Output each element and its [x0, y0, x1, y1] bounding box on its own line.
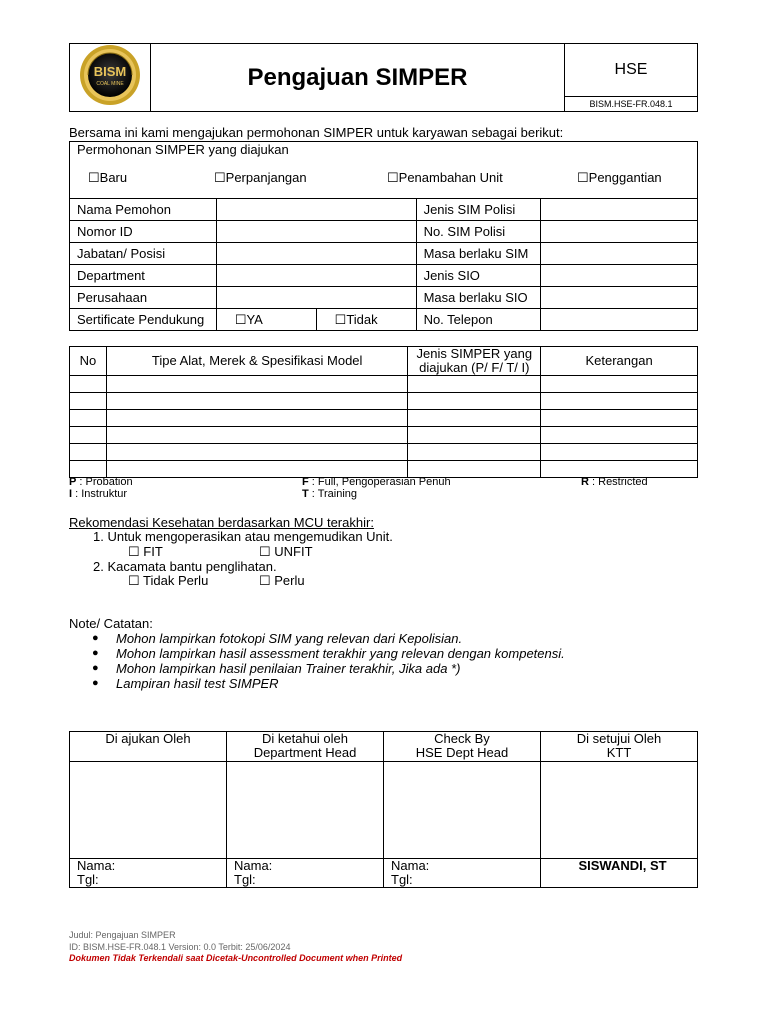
- table-row: [70, 444, 698, 461]
- label-jabatan: Jabatan/ Posisi: [70, 243, 217, 265]
- input-jabatan[interactable]: [216, 243, 416, 265]
- checkbox-tidak-perlu[interactable]: ☐ Tidak Perlu: [128, 573, 209, 588]
- legend-t: T : Training: [302, 488, 358, 500]
- legend-p: P : Probation: [69, 476, 133, 488]
- checkbox-cert-tidak[interactable]: ☐Tidak: [316, 309, 416, 331]
- document-code: BISM.HSE-FR.048.1: [565, 97, 698, 112]
- table-row: [70, 427, 698, 444]
- document-header: [69, 43, 698, 112]
- recommendation-item-1: 1. Untuk mengoperasikan atau mengemudikan Unit.: [93, 529, 393, 544]
- note-item-1: Mohon lampirkan fotokopi SIM yang relevan dari Kepolisian.: [116, 631, 463, 646]
- recommendation-item-2: 2. Kacamata bantu penglihatan.: [93, 559, 277, 574]
- signature-table: [69, 731, 698, 888]
- equip-header-no: No: [70, 347, 107, 376]
- signature-box-check-by[interactable]: [384, 762, 541, 859]
- input-department[interactable]: [216, 265, 416, 287]
- logo-subtext: COAL MINE: [96, 81, 124, 87]
- legend-f: F : Full, Pengoperasian Penuh: [302, 476, 451, 488]
- document-title: Pengajuan SIMPER: [151, 44, 565, 112]
- label-sertificate-pendukung: Sertificate Pendukung: [70, 309, 217, 331]
- footer-title: Judul: Pengajuan SIMPER: [69, 930, 176, 940]
- table-row: [70, 393, 698, 410]
- label-nomor-id: Nomor ID: [70, 221, 217, 243]
- signature-box-diajukan[interactable]: [70, 762, 227, 859]
- bullet-icon: ●: [92, 662, 99, 674]
- signature-box-diketahui[interactable]: [227, 762, 384, 859]
- application-type-cell: [70, 142, 698, 199]
- option-penggantian[interactable]: ☐Penggantian: [577, 170, 662, 185]
- checkbox-perlu[interactable]: ☐ Perlu: [259, 573, 305, 588]
- sign-footer-diketahui: Nama: Tgl:: [227, 859, 384, 888]
- input-masa-berlaku-sim[interactable]: [541, 243, 698, 265]
- bullet-icon: ●: [92, 677, 99, 689]
- input-jenis-sio[interactable]: [541, 265, 698, 287]
- label-no-telepon: No. Telepon: [416, 309, 541, 331]
- bullet-icon: ●: [92, 647, 99, 659]
- input-masa-berlaku-sio[interactable]: [541, 287, 698, 309]
- checkbox-cert-ya[interactable]: ☐YA: [216, 309, 316, 331]
- option-penambahan-unit[interactable]: ☐Penambahan Unit: [387, 170, 503, 185]
- sign-header-check-by: Check By HSE Dept Head: [384, 732, 541, 762]
- label-department: Department: [70, 265, 217, 287]
- input-no-sim-polisi[interactable]: [541, 221, 698, 243]
- recommendation-title: Rekomendasi Kesehatan berdasarkan MCU terakhir:: [69, 515, 374, 530]
- label-jenis-sio: Jenis SIO: [416, 265, 541, 287]
- equip-header-tipe-alat: Tipe Alat, Merek & Spesifikasi Model: [106, 347, 407, 376]
- option-baru[interactable]: ☐Baru: [88, 170, 128, 185]
- input-jenis-sim-polisi[interactable]: [541, 199, 698, 221]
- option-perpanjangan[interactable]: ☐Perpanjangan: [214, 170, 307, 185]
- footer-uncontrolled-notice: Dokumen Tidak Terkendali saat Dicetak-Uncontrolled Document when Printed: [69, 953, 403, 963]
- input-perusahaan[interactable]: [216, 287, 416, 309]
- logo-cell: [70, 44, 151, 112]
- note-item-4: Lampiran hasil test SIMPER: [116, 676, 279, 691]
- label-masa-berlaku-sim: Masa berlaku SIM: [416, 243, 541, 265]
- label-jenis-sim-polisi: Jenis SIM Polisi: [416, 199, 541, 221]
- equip-header-keterangan: Keterangan: [541, 347, 698, 376]
- intro-text: Bersama ini kami mengajukan permohonan SIMPER untuk karyawan sebagai berikut:: [69, 125, 564, 140]
- label-perusahaan: Perusahaan: [70, 287, 217, 309]
- note-item-2: Mohon lampirkan hasil assessment terakhir yang relevan dengan kompetensi.: [116, 646, 565, 661]
- signature-box-disetujui[interactable]: [541, 762, 698, 859]
- table-row: [70, 410, 698, 427]
- legend-r: R : Restricted: [581, 476, 648, 488]
- sign-header-diketahui: Di ketahui oleh Department Head: [227, 732, 384, 762]
- label-nama-pemohon: Nama Pemohon: [70, 199, 217, 221]
- input-nama-pemohon[interactable]: [216, 199, 416, 221]
- legend-i: I : Instruktur: [69, 488, 128, 500]
- checkbox-unfit[interactable]: ☐ UNFIT: [259, 544, 313, 559]
- equipment-table: [69, 346, 698, 478]
- sign-footer-check-by: Nama: Tgl:: [384, 859, 541, 888]
- equip-header-jenis-simper: Jenis SIMPER yang diajukan (P/ F/ T/ I): [408, 347, 541, 376]
- sign-footer-ktt-name: SISWANDI, ST: [541, 859, 698, 888]
- department-label: HSE: [565, 44, 698, 97]
- sign-footer-diajukan: Nama: Tgl:: [70, 859, 227, 888]
- notes-title: Note/ Catatan:: [69, 616, 153, 631]
- bism-logo: [77, 44, 143, 106]
- application-form: [69, 141, 698, 331]
- checkbox-fit[interactable]: ☐ FIT: [128, 544, 163, 559]
- bullet-icon: ●: [92, 632, 99, 644]
- input-no-telepon[interactable]: [541, 309, 698, 331]
- sign-header-disetujui: Di setujui Oleh KTT: [541, 732, 698, 762]
- table-row: [70, 461, 698, 478]
- table-row: [70, 376, 698, 393]
- application-type-label: Permohonan SIMPER yang diajukan: [77, 142, 289, 157]
- logo-text: BISM: [93, 64, 127, 79]
- sign-header-diajukan: Di ajukan Oleh: [70, 732, 227, 762]
- footer-id: ID: BISM.HSE-FR.048.1 Version: 0.0 Terbit: 25/06/2024: [69, 942, 291, 952]
- note-item-3: Mohon lampirkan hasil penilaian Trainer terakhir, Jika ada *): [116, 661, 461, 676]
- label-masa-berlaku-sio: Masa berlaku SIO: [416, 287, 541, 309]
- label-no-sim-polisi: No. SIM Polisi: [416, 221, 541, 243]
- input-nomor-id[interactable]: [216, 221, 416, 243]
